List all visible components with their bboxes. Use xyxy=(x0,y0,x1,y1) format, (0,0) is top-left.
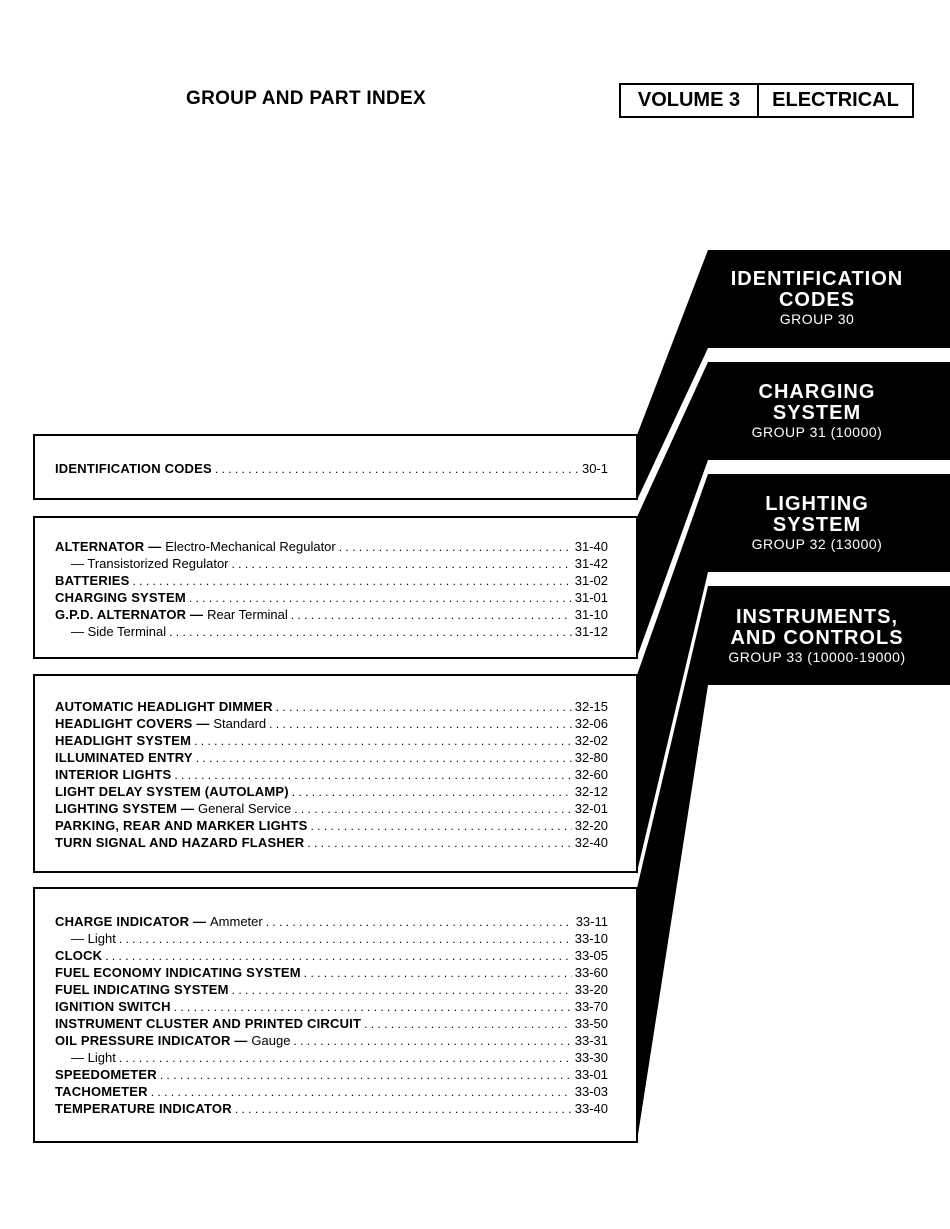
index-entry[interactable] xyxy=(55,834,608,851)
entry-label xyxy=(55,783,289,800)
dot-leader xyxy=(174,767,571,784)
page-reference: 33-60 xyxy=(574,965,608,980)
dot-leader xyxy=(105,948,572,965)
index-entry[interactable] xyxy=(55,964,608,981)
entry-label xyxy=(55,572,130,589)
dot-leader xyxy=(232,556,572,573)
entry-title: IGNITION SWITCH xyxy=(55,999,171,1014)
dot-leader xyxy=(189,590,572,607)
index-entry[interactable] xyxy=(55,998,608,1015)
entry-title: PARKING, REAR AND MARKER LIGHTS xyxy=(55,818,308,833)
tab-lighting-system[interactable] xyxy=(712,494,922,551)
entry-title: ALTERNATOR — xyxy=(55,539,166,554)
dot-leader xyxy=(307,835,571,852)
page-reference: 33-11 xyxy=(575,914,608,929)
page-reference: 33-20 xyxy=(574,982,608,997)
entry-label xyxy=(55,800,291,817)
entry-label xyxy=(55,930,116,947)
volume-category: ELECTRICAL xyxy=(772,89,899,111)
tab-2-line-2: SYSTEM xyxy=(772,402,862,424)
entry-label xyxy=(55,1100,232,1117)
index-entry[interactable] xyxy=(55,555,608,572)
page-reference: 32-40 xyxy=(574,835,608,850)
index-entry[interactable] xyxy=(55,783,608,800)
entry-label xyxy=(55,1015,361,1032)
entry-label xyxy=(55,913,263,930)
index-entry[interactable] xyxy=(55,800,608,817)
entry-label xyxy=(55,998,171,1015)
dot-leader xyxy=(364,1016,572,1033)
entry-title: BATTERIES xyxy=(55,573,130,588)
tab-3-line-2: SYSTEM xyxy=(772,514,862,536)
entry-title: HEADLIGHT COVERS — xyxy=(55,716,214,731)
entry-subtitle: Electro-Mechanical Regulator xyxy=(165,539,336,554)
index-entry[interactable] xyxy=(55,1032,608,1049)
index-entry[interactable] xyxy=(55,981,608,998)
page-reference: 32-60 xyxy=(574,767,608,782)
page-title: GROUP AND PART INDEX xyxy=(186,88,427,109)
dot-leader xyxy=(196,750,572,767)
tab-3-line-1: LIGHTING xyxy=(765,493,869,515)
dot-leader xyxy=(310,818,571,835)
entry-label xyxy=(55,589,186,606)
index-entry[interactable] xyxy=(55,589,608,606)
tab-3-group: GROUP 32 (13000) xyxy=(751,536,883,552)
page-reference: 31-01 xyxy=(574,590,608,605)
entry-title: CHARGING SYSTEM xyxy=(55,590,186,605)
index-entry[interactable] xyxy=(55,538,608,555)
dot-leader xyxy=(304,965,572,982)
entry-label xyxy=(55,715,266,732)
page-reference: 33-30 xyxy=(574,1050,608,1065)
entry-label xyxy=(55,698,273,715)
volume-number: VOLUME 3 xyxy=(621,85,759,116)
index-box-identification xyxy=(33,434,638,500)
entry-title: OIL PRESSURE INDICATOR — xyxy=(55,1033,252,1048)
entry-label xyxy=(55,1032,290,1049)
index-box-instruments xyxy=(33,887,638,1143)
tab-2-line-1: CHARGING xyxy=(758,381,876,403)
entry-subtitle: Rear Terminal xyxy=(207,607,288,622)
dot-leader xyxy=(294,801,572,818)
page-reference: 33-50 xyxy=(574,1016,608,1031)
entry-title: TEMPERATURE INDICATOR xyxy=(55,1101,232,1116)
index-entry[interactable] xyxy=(55,1049,608,1066)
entry-list xyxy=(55,698,608,851)
dot-leader xyxy=(292,784,572,801)
entry-list xyxy=(55,460,608,477)
entry-subtitle: General Service xyxy=(198,801,292,816)
index-entry[interactable] xyxy=(55,947,608,964)
entry-label xyxy=(55,623,166,640)
page-reference: 33-31 xyxy=(574,1033,608,1048)
page-reference: 32-01 xyxy=(574,801,608,816)
page-reference: 30-1 xyxy=(581,461,608,476)
page-reference: 32-12 xyxy=(574,784,608,799)
entry-subtitle: — Side Terminal xyxy=(71,624,167,639)
tab-identification-codes[interactable] xyxy=(712,269,922,326)
dot-leader xyxy=(169,624,572,641)
dot-leader xyxy=(215,461,579,478)
entry-title: FUEL ECONOMY INDICATING SYSTEM xyxy=(55,965,301,980)
page-reference: 33-03 xyxy=(574,1084,608,1099)
tab-4-line-1: INSTRUMENTS, xyxy=(736,606,898,628)
index-entry[interactable] xyxy=(55,460,608,477)
entry-subtitle: Standard xyxy=(213,716,267,731)
tab-4-line-2: AND CONTROLS xyxy=(730,627,904,649)
entry-label xyxy=(55,1083,148,1100)
entry-title: HEADLIGHT SYSTEM xyxy=(55,733,192,748)
entry-label xyxy=(55,460,212,477)
page-reference: 31-42 xyxy=(574,556,608,571)
entry-label xyxy=(55,732,191,749)
entry-label xyxy=(55,538,336,555)
entry-label xyxy=(55,817,307,834)
index-entry[interactable] xyxy=(55,817,608,834)
tab-1-group: GROUP 30 xyxy=(779,311,855,327)
dot-leader xyxy=(119,1050,572,1067)
tab-charging-system[interactable] xyxy=(712,382,922,439)
page-reference: 32-06 xyxy=(574,716,608,731)
page-reference: 31-12 xyxy=(574,624,608,639)
entry-label xyxy=(55,947,102,964)
entry-label xyxy=(55,749,193,766)
index-box-lighting xyxy=(33,674,638,873)
page-reference: 32-80 xyxy=(574,750,608,765)
entry-title: FUEL INDICATING SYSTEM xyxy=(55,982,229,997)
tab-2-group: GROUP 31 (10000) xyxy=(751,424,883,440)
index-entry[interactable] xyxy=(55,749,608,766)
page-reference: 33-01 xyxy=(574,1067,608,1082)
page-reference: 33-70 xyxy=(574,999,608,1014)
page-reference: 32-20 xyxy=(574,818,608,833)
entry-label xyxy=(55,606,288,623)
page-reference: 31-02 xyxy=(574,573,608,588)
entry-title: CHARGE INDICATOR — xyxy=(55,914,210,929)
entry-list xyxy=(55,913,608,1117)
entry-title: TACHOMETER xyxy=(55,1084,148,1099)
entry-label xyxy=(55,1049,116,1066)
index-entry[interactable] xyxy=(55,623,608,640)
entry-title: AUTOMATIC HEADLIGHT DIMMER xyxy=(55,699,273,714)
index-entry[interactable] xyxy=(55,1015,608,1032)
entry-list xyxy=(55,538,608,640)
tab-instruments-controls[interactable] xyxy=(712,607,922,664)
entry-subtitle: Ammeter xyxy=(210,914,263,929)
page-reference: 31-40 xyxy=(574,539,608,554)
dot-leader xyxy=(266,914,573,931)
entry-label xyxy=(55,766,171,783)
page-reference: 31-10 xyxy=(574,607,608,622)
dot-leader xyxy=(174,999,572,1016)
index-entry[interactable] xyxy=(55,698,608,715)
entry-label xyxy=(55,555,229,572)
tab-1-line-2: CODES xyxy=(778,289,856,311)
entry-title: TURN SIGNAL AND HAZARD FLASHER xyxy=(55,835,305,850)
index-box-charging xyxy=(33,516,638,659)
page-reference: 33-05 xyxy=(574,948,608,963)
index-entry[interactable] xyxy=(55,1066,608,1083)
dot-leader xyxy=(194,733,572,750)
dot-leader xyxy=(160,1067,572,1084)
dot-leader xyxy=(269,716,572,733)
entry-subtitle: — Transistorized Regulator xyxy=(71,556,229,571)
dot-leader xyxy=(276,699,572,716)
dot-leader xyxy=(235,1101,572,1118)
dot-leader xyxy=(133,573,572,590)
dot-leader xyxy=(291,607,572,624)
entry-label xyxy=(55,964,301,981)
entry-title: CLOCK xyxy=(55,948,103,963)
index-entry[interactable] xyxy=(55,732,608,749)
index-entry[interactable] xyxy=(55,572,608,589)
index-entry[interactable] xyxy=(55,606,608,623)
entry-title: INTERIOR LIGHTS xyxy=(55,767,172,782)
page-reference: 32-15 xyxy=(574,699,608,714)
entry-subtitle: Gauge xyxy=(251,1033,291,1048)
entry-label xyxy=(55,981,229,998)
entry-title: INSTRUMENT CLUSTER AND PRINTED CIRCUIT xyxy=(55,1016,362,1031)
dot-leader xyxy=(293,1033,571,1050)
page-reference: 33-10 xyxy=(574,931,608,946)
index-entry[interactable] xyxy=(55,1100,608,1117)
entry-title: IDENTIFICATION CODES xyxy=(55,461,212,476)
entry-subtitle: — Light xyxy=(71,1050,116,1065)
entry-title: ILLUMINATED ENTRY xyxy=(55,750,193,765)
page-reference: 32-02 xyxy=(574,733,608,748)
index-entry[interactable] xyxy=(55,913,608,930)
dot-leader xyxy=(339,539,572,556)
tab-4-group: GROUP 33 (10000-19000) xyxy=(728,649,906,665)
dot-leader xyxy=(232,982,572,999)
entry-title: SPEEDOMETER xyxy=(55,1067,157,1082)
entry-subtitle: — Light xyxy=(71,931,116,946)
index-entry[interactable] xyxy=(55,715,608,732)
index-entry[interactable] xyxy=(55,1083,608,1100)
entry-title: G.P.D. ALTERNATOR — xyxy=(55,607,208,622)
page-reference: 33-40 xyxy=(574,1101,608,1116)
entry-title: LIGHT DELAY SYSTEM (AUTOLAMP) xyxy=(55,784,289,799)
entry-label xyxy=(55,834,304,851)
entry-title: LIGHTING SYSTEM — xyxy=(55,801,198,816)
dot-leader xyxy=(119,931,572,948)
dot-leader xyxy=(151,1084,572,1101)
index-entry[interactable] xyxy=(55,766,608,783)
entry-label xyxy=(55,1066,157,1083)
index-entry[interactable] xyxy=(55,930,608,947)
tab-1-line-1: IDENTIFICATION xyxy=(730,268,904,290)
